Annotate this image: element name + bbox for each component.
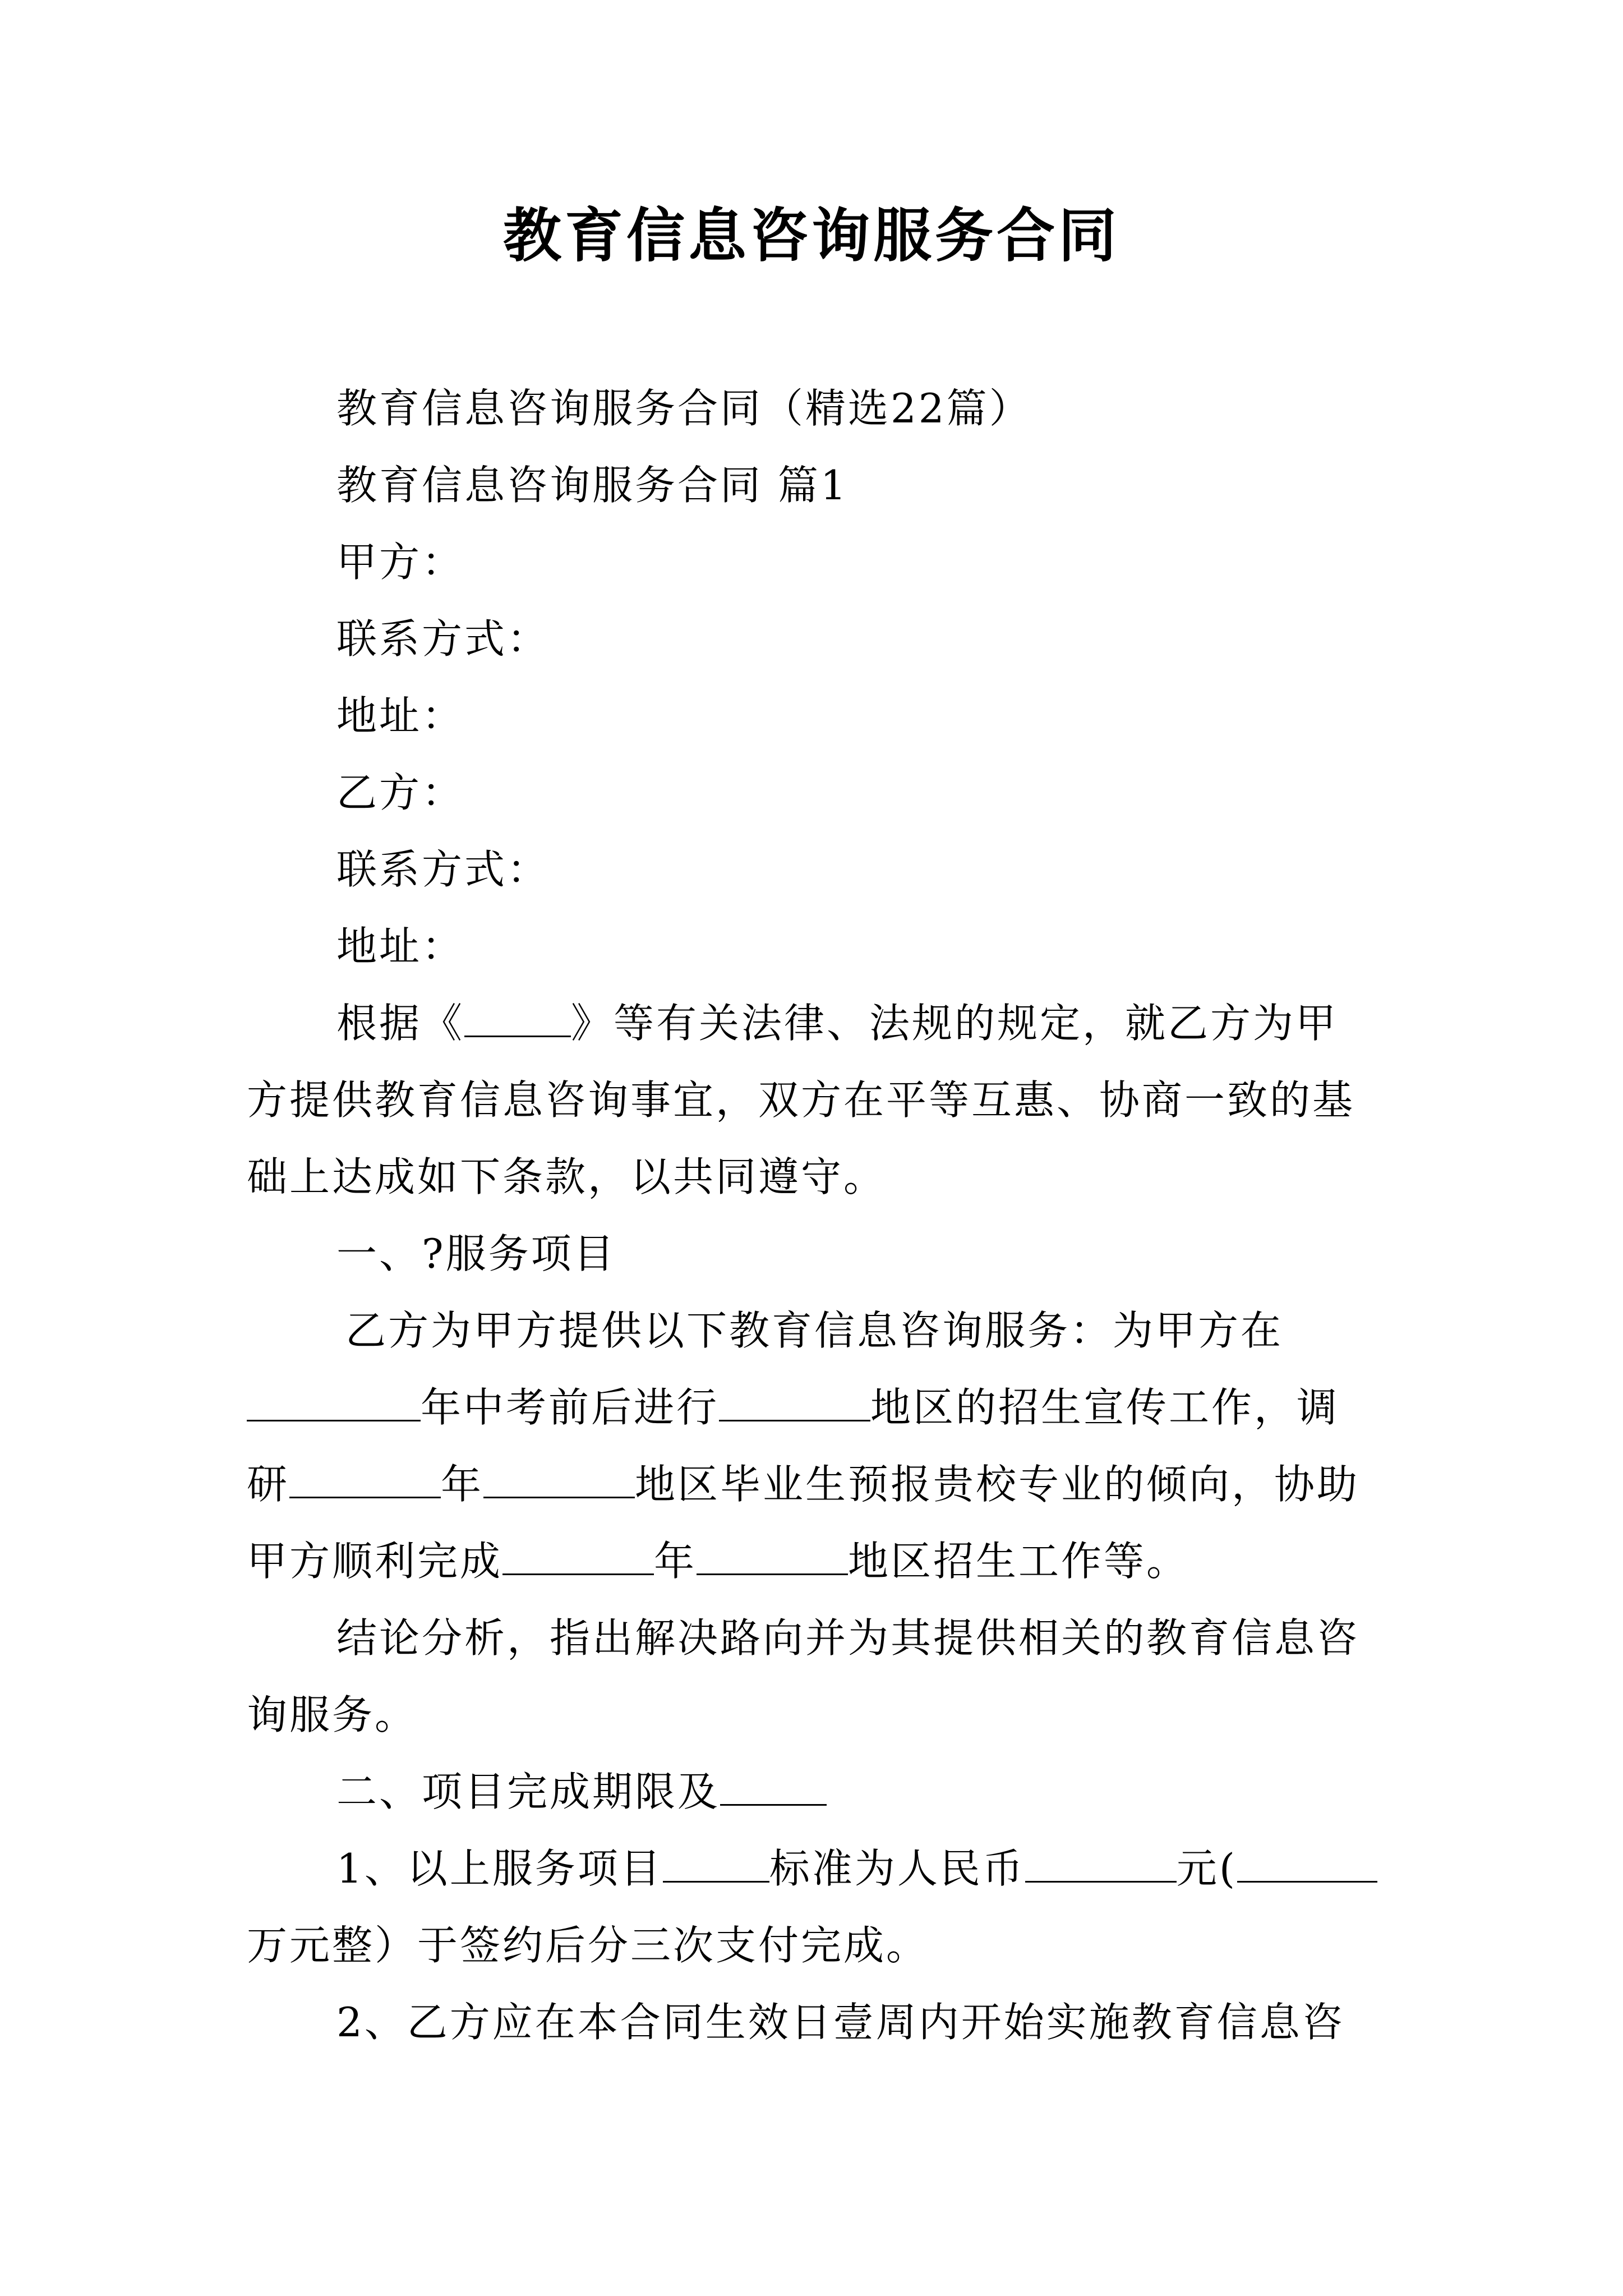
party-b-contact-label: 联系方式：	[336, 846, 550, 893]
clause-1-text-4b: 年	[654, 1538, 697, 1585]
year-blank-1	[247, 1383, 421, 1421]
clause-2-item-1b: 标准为人民币	[769, 1845, 1025, 1892]
amount-blank	[1025, 1844, 1177, 1883]
clause-1-text-3a: 研	[247, 1461, 290, 1508]
document-title: 教育信息咨询服务合同	[502, 201, 1120, 270]
intro-text-1a: 根据《	[336, 1000, 465, 1047]
clause-1-text-2a: 年中考前后进行	[421, 1384, 720, 1431]
document-body	[247, 370, 1385, 2061]
clause-2-item-1-line-2: 万元整）于签约后分三次支付完成。	[247, 1922, 929, 1969]
amount-words-blank	[1237, 1844, 1377, 1883]
clause-1-line-2	[247, 1369, 1385, 1446]
clause-1-line-3	[247, 1446, 1385, 1523]
section-heading: 教育信息咨询服务合同 篇1	[336, 462, 849, 509]
clause-2-heading-text: 二、项目完成期限及	[336, 1768, 721, 1815]
intro-line-1	[247, 985, 1385, 1062]
clause-2-item-1a: 1、以上服务项目	[336, 1845, 663, 1892]
conclusion-line-2: 询服务。	[247, 1691, 418, 1738]
clause-2-item-1	[247, 1830, 1385, 1907]
fee-blank	[720, 1768, 827, 1806]
intro-line-3: 础上达成如下条款，以共同遵守。	[247, 1153, 887, 1200]
party-a-contact-label: 联系方式：	[336, 615, 550, 662]
clause-1-text-3b: 年	[441, 1461, 484, 1508]
region-blank-2	[483, 1460, 635, 1498]
region-blank-1	[719, 1383, 870, 1421]
party-b-label: 乙方：	[336, 769, 465, 816]
document-subtitle: 教育信息咨询服务合同（精选22篇）	[336, 385, 1032, 432]
intro-text-1b: 》等有关法律、法规的规定，就乙方为甲	[571, 1000, 1339, 1047]
intro-line-2: 方提供教育信息咨询事宜，双方在平等互惠、协商一致的基	[247, 1076, 1355, 1124]
year-blank-3	[502, 1537, 654, 1575]
party-a-address-label: 地址：	[336, 692, 465, 739]
clause-1-heading: 一、?服务项目	[336, 1230, 616, 1277]
clause-1-line-1: 乙方为甲方提供以下教育信息咨询服务：为甲方在	[345, 1307, 1284, 1354]
clause-1-text-4c: 地区招生工作等。	[848, 1538, 1189, 1585]
clause-2-item-2: 2、乙方应在本合同生效日壹周内开始实施教育信息咨	[336, 1999, 1345, 2046]
clause-1-text-4a: 甲方顺利完成	[247, 1538, 503, 1585]
fee-type-blank	[663, 1844, 769, 1883]
party-a-label: 甲方：	[336, 539, 465, 586]
conclusion-line-1: 结论分析，指出解决路向并为其提供相关的教育信息咨	[336, 1614, 1360, 1662]
law-name-blank	[464, 999, 571, 1037]
clause-1-text-3c: 地区毕业生预报贵校专业的倾向，协助	[635, 1461, 1360, 1508]
party-b-address-label: 地址：	[336, 923, 465, 970]
clause-1-text-2b: 地区的招生宣传工作，调	[870, 1384, 1340, 1431]
clause-2-item-1c: 元(	[1176, 1845, 1237, 1892]
region-blank-3	[697, 1537, 848, 1575]
clause-2-heading	[247, 1754, 1385, 1830]
clause-1-line-4	[247, 1523, 1385, 1600]
year-blank-2	[289, 1460, 441, 1498]
